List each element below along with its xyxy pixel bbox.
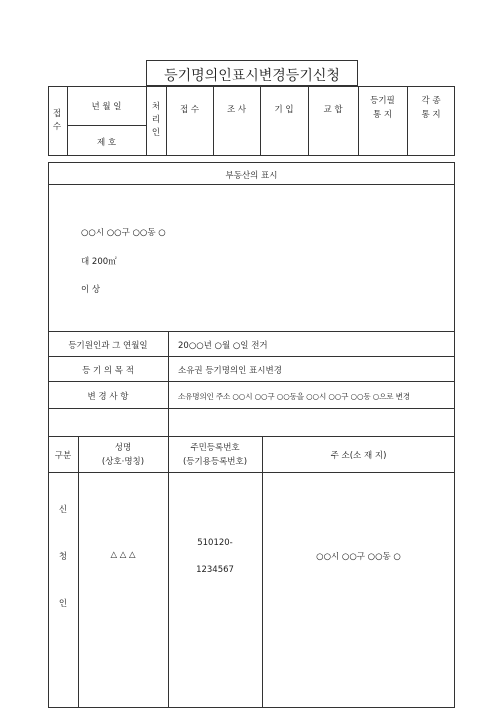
field-label-cause: 등기원인과 그 연월일 xyxy=(68,341,148,351)
applicant-col-category: 구분 xyxy=(54,451,72,461)
property-end-marker: 이 상 xyxy=(81,285,101,295)
col-notice-various: 각 종 통 지 xyxy=(421,96,441,120)
col-check: 교 합 xyxy=(323,105,343,115)
applicant-col-name: 성명 (상호·명칭) xyxy=(101,443,145,467)
processor-label: 처 리 인 xyxy=(151,102,161,138)
property-header: 부동산의 표시 xyxy=(225,171,278,181)
applicant-col-address: 주 소(소 재 지) xyxy=(330,451,387,461)
field-label-changes: 변 경 사 항 xyxy=(87,392,129,402)
applicant-name: △ △ △ xyxy=(110,550,136,560)
applicant-side-char-1: 신 xyxy=(58,505,68,515)
property-area: 대 200㎡ xyxy=(81,257,117,267)
main-form xyxy=(48,162,455,708)
field-value-changes: 소유명의인 주소 ○○시 ○○구 ○○동을 ○○시 ○○구 ○○동 ○으로 변경 xyxy=(178,392,410,401)
applicant-id-line1: 510120- xyxy=(197,538,233,548)
col-review: 조 사 xyxy=(226,105,247,115)
applicant-side-char-3: 인 xyxy=(58,599,68,609)
field-label-purpose: 등 기 의 목 적 xyxy=(82,366,134,376)
receipt-number-label: 제 호 xyxy=(96,138,117,148)
property-address: ○○시 ○○구 ○○동 ○ xyxy=(81,228,166,238)
receipt-date-label: 년 월 일 xyxy=(91,102,122,112)
receipt-label: 접 수 xyxy=(52,109,62,132)
field-value-cause: 20○○년 ○월 ○일 전거 xyxy=(178,341,268,351)
applicant-id-line2: 1234567 xyxy=(196,565,234,575)
col-receipt: 접 수 xyxy=(179,105,200,115)
col-notice-complete: 등기필 통 지 xyxy=(370,96,395,120)
page-title: 등기명의인표시변경등기신청 xyxy=(164,68,340,84)
applicant-side-char-2: 청 xyxy=(58,552,68,562)
col-entry: 기 입 xyxy=(274,105,294,115)
field-value-purpose: 소유권 등기명의인 표시변경 xyxy=(178,366,282,376)
applicant-address: ○○시 ○○구 ○○동 ○ xyxy=(316,552,401,562)
applicant-col-id: 주민등록번호 (등기용등록번호) xyxy=(182,443,248,467)
